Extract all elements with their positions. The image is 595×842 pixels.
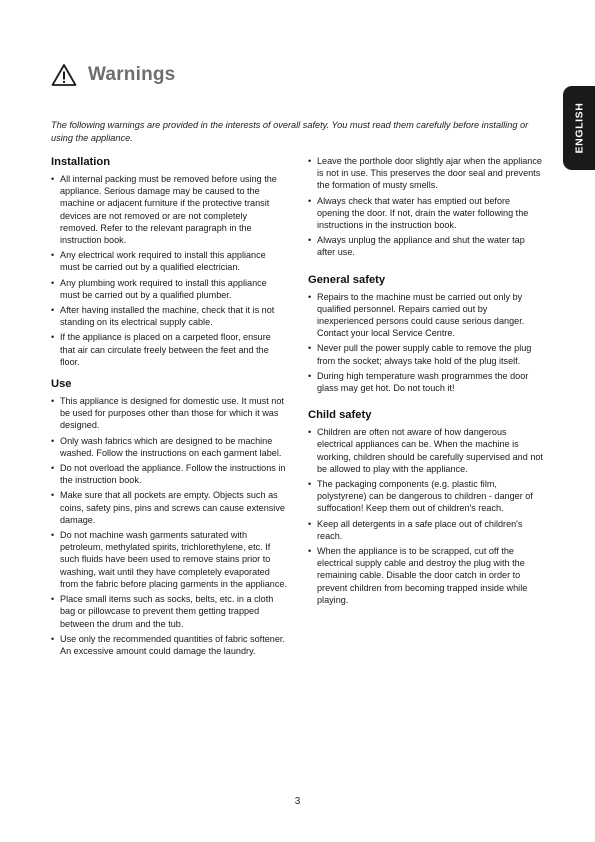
list-item: • Repairs to the machine must be carried out only by qualified personnel. Repairs carried out by inexperienced persons could cause serious danger. Contact your local Service Centre. (308, 291, 544, 340)
section-general-safety (308, 273, 544, 395)
warning-triangle-icon (51, 63, 77, 87)
list-item: • Make sure that all pockets are empty. Objects such as coins, safety pins, pins and screws can cause extensive damage. (51, 489, 287, 526)
list-item: • Only wash fabrics which are designed to be machine washed. Follow the instructions on each garment label. (51, 435, 287, 459)
list-item: • Keep all detergents in a safe place out of children's reach. (308, 518, 544, 542)
page-number: 3 (294, 796, 301, 807)
language-tab (563, 86, 595, 170)
section-installation (51, 155, 287, 368)
section-heading: Use (51, 378, 72, 391)
list-item: • Always unplug the appliance and shut the water tap after use. (308, 234, 544, 258)
bullet-list (51, 395, 287, 657)
bullet-list (308, 155, 544, 259)
list-item: • The packaging components (e.g. plastic film, polystyrene) can be dangerous to children - danger of suffocation! Keep them out of children's reach. (308, 478, 544, 515)
bullet-list (308, 426, 544, 606)
list-item: • Any electrical work required to install this appliance must be carried out by a qualified electrician. (51, 249, 287, 273)
list-item: • When the appliance is to be scrapped, cut off the electrical supply cable and destroy the plug with the remaining cable. Disable the door catch in order to prevent children from becoming trapped inside while playing. (308, 545, 544, 606)
list-item: • Place small items such as socks, belts, etc. in a cloth bag or pillowcase to prevent them getting trapped between the drum and the tub. (51, 593, 287, 630)
section-child-safety (308, 408, 544, 606)
page-title: Warnings (88, 64, 176, 85)
bullet-list (308, 291, 544, 395)
left-column (51, 155, 287, 666)
section-use-continued (308, 155, 544, 259)
list-item: • Never pull the power supply cable to remove the plug from the socket; always take hold of the plug itself. (308, 342, 544, 366)
section-heading: General safety (308, 273, 386, 286)
list-item: • Children are often not aware of how dangerous electrical appliances can be. When the machine is working, children should be carefully supervised and not be allowed to play with the appliance. (308, 426, 544, 475)
list-item: • Always check that water has emptied out before opening the door. If not, drain the water following the instructions in the instruction book. (308, 195, 544, 232)
language-tab-label: ENGLISH (573, 102, 585, 154)
list-item: • If the appliance is placed on a carpeted floor, ensure that air can circulate freely between the feet and the floor. (51, 331, 287, 368)
list-item: • After having installed the machine, check that it is not standing on its electrical supply cable. (51, 304, 287, 328)
page-header (51, 60, 175, 90)
section-heading: Child safety (308, 409, 372, 422)
section-use (51, 377, 287, 657)
bullet-list (51, 173, 287, 368)
right-column (308, 155, 544, 615)
list-item: • During high temperature wash programmes the door glass may get hot. Do not touch it! (308, 370, 544, 394)
list-item: • Use only the recommended quantities of fabric softener. An excessive amount could damage the laundry. (51, 633, 287, 657)
list-item: • Do not machine wash garments saturated with petroleum, methylated spirits, trichlorethylene, etc. If such fluids have been used to remove stains prior to washing, wait until they have completely evaporated from the fabric before placing garments in the appliance. (51, 529, 287, 590)
intro-paragraph: The following warnings are provided in the interests of overall safety. You must read them carefully before installing or using the appliance. (51, 120, 529, 144)
section-heading: Installation (51, 156, 111, 168)
list-item: • Any plumbing work required to install this appliance must be carried out by a qualified plumber. (51, 277, 287, 301)
list-item: • Leave the porthole door slightly ajar when the appliance is not in use. This preserves the door seal and prevents the formation of musty smells. (308, 155, 544, 192)
list-item: • All internal packing must be removed before using the appliance. Serious damage may be caused to the machine or adjacent furniture if the protective transit devices are not removed or are not completely removed. Refer to the relevant paragraph in the instruction book. (51, 173, 287, 246)
list-item: • Do not overload the appliance. Follow the instructions in the instruction book. (51, 462, 287, 486)
list-item: • This appliance is designed for domestic use. It must not be used for purposes other than those for which it was designed. (51, 395, 287, 432)
